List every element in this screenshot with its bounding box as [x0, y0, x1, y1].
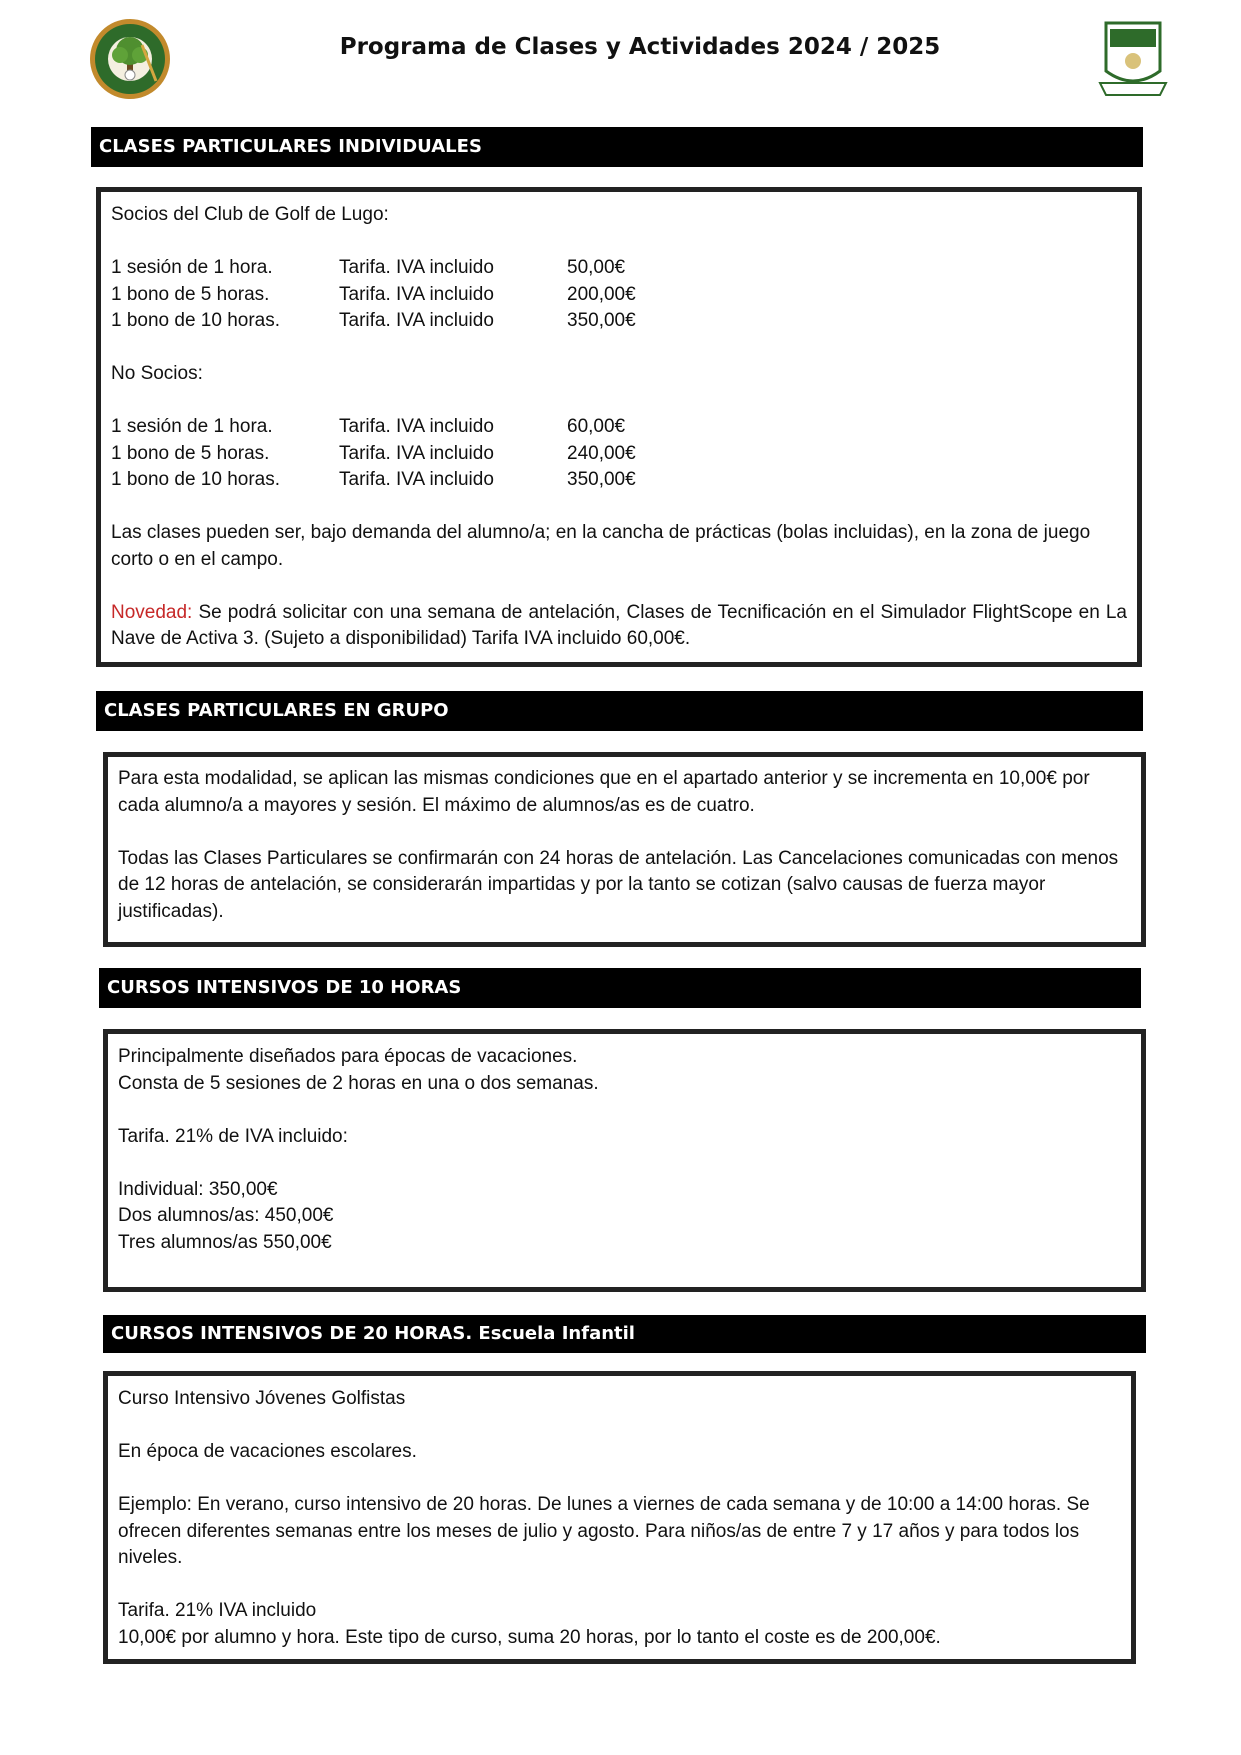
intensive-20h-example: Ejemplo: En verano, curso intensivo de 20 horas. De lunes a viernes de cada semana y de 10:00 a 14:00 horas. Se ofrecen diferentes semanas entre los meses de julio y agosto. Para niños/as de entre 7 y 17 años y para todos los niveles. [118, 1494, 1090, 1568]
section-heading-20h: CURSOS INTENSIVOS DE 20 HORAS. Escuela Infantil [103, 1315, 1146, 1353]
novelty-paragraph [111, 600, 1127, 653]
rate-row: 1 bono de 10 horas. Tarifa. IVA incluido 350,00€ [111, 310, 636, 331]
locations-text: Las clases pueden ser, bajo demanda del alumno/a; en la cancha de prácticas (bolas incluidas), en la zona de juego corto o en el campo. [111, 522, 1091, 570]
rate-row: 1 bono de 5 horas. Tarifa. IVA incluido 240,00€ [111, 442, 636, 464]
novelty-label: Novedad: [111, 601, 193, 623]
rate-row: 1 bono de 10 horas. Tarifa. IVA incluido 350,00€ [111, 469, 636, 490]
page-title: Programa de Clases y Actividades 2024 / 2025 [339, 34, 941, 60]
intensive-20h-tariff: Tarifa. 21% IVA incluido [118, 1600, 317, 1621]
rate-row: 1 bono de 5 horas. Tarifa. IVA incluido 200,00€ [111, 283, 636, 305]
group-classes-box [103, 752, 1146, 947]
intensive-10h-line-2: Consta de 5 sesiones de 2 horas en una o dos semanas. [118, 1072, 599, 1094]
intensive-10h-line-1: Principalmente diseñados para épocas de vacaciones. [118, 1046, 578, 1067]
intensive-20h-cost: 10,00€ por alumno y hora. Este tipo de curso, suma 20 horas, por lo tanto el coste es de 200,00€. [118, 1626, 941, 1648]
intensive-10h-tariff: Tarifa. 21% de IVA incluido: [118, 1125, 348, 1147]
price-two-students: Dos alumnos/as: 450,00€ [118, 1205, 334, 1226]
group-para-1: Para esta modalidad, se aplican las mismas condiciones que en el apartado anterior y se incrementa en 10,00€ por cada alumno/a a mayores y sesión. El máximo de alumnos/as es de cuatro. [118, 768, 1090, 816]
intensive-20h-line-2: En época de vacaciones escolares. [118, 1441, 417, 1462]
academia-lugo-golf-logo [1098, 19, 1168, 103]
rate-row: 1 sesión de 1 hora. Tarifa. IVA incluido 60,00€ [111, 416, 626, 437]
section-heading-individual: CLASES PARTICULARES INDIVIDUALES [91, 127, 1143, 167]
section-heading-10h: CURSOS INTENSIVOS DE 10 HORAS [99, 968, 1141, 1008]
group-para-2: Todas las Clases Particulares se confirmarán con 24 horas de antelación. Las Cancelaciones comunicadas con menos de 12 horas de antelación, se considerarán impartidas y por la tanto se cotizan (salvo causas de fuerza mayor justificadas). [118, 847, 1119, 922]
intensive-20h-line-1: Curso Intensivo Jóvenes Golfistas [118, 1388, 406, 1409]
club-de-golf-lugo-logo [84, 17, 176, 101]
intensive-10h-box [103, 1029, 1146, 1292]
section-heading-group: CLASES PARTICULARES EN GRUPO [96, 691, 1143, 731]
rate-row: 1 sesión de 1 hora. Tarifa. IVA incluido 50,00€ [111, 257, 626, 278]
nonmembers-label: No Socios: [111, 363, 203, 384]
members-label: Socios del Club de Golf de Lugo: [111, 204, 389, 225]
price-individual: Individual: 350,00€ [118, 1178, 278, 1200]
intensive-20h-box [103, 1371, 1136, 1664]
individual-classes-box [96, 187, 1142, 667]
novelty-text: Se podrá solicitar con una semana de antelación, Clases de Tecnificación en el Simulador FlightScope en La Nave de Activa 3. (Sujeto a disponibilidad) Tarifa IVA incluido 60,00€. [111, 601, 1127, 649]
price-three-students: Tres alumnos/as 550,00€ [118, 1231, 332, 1253]
